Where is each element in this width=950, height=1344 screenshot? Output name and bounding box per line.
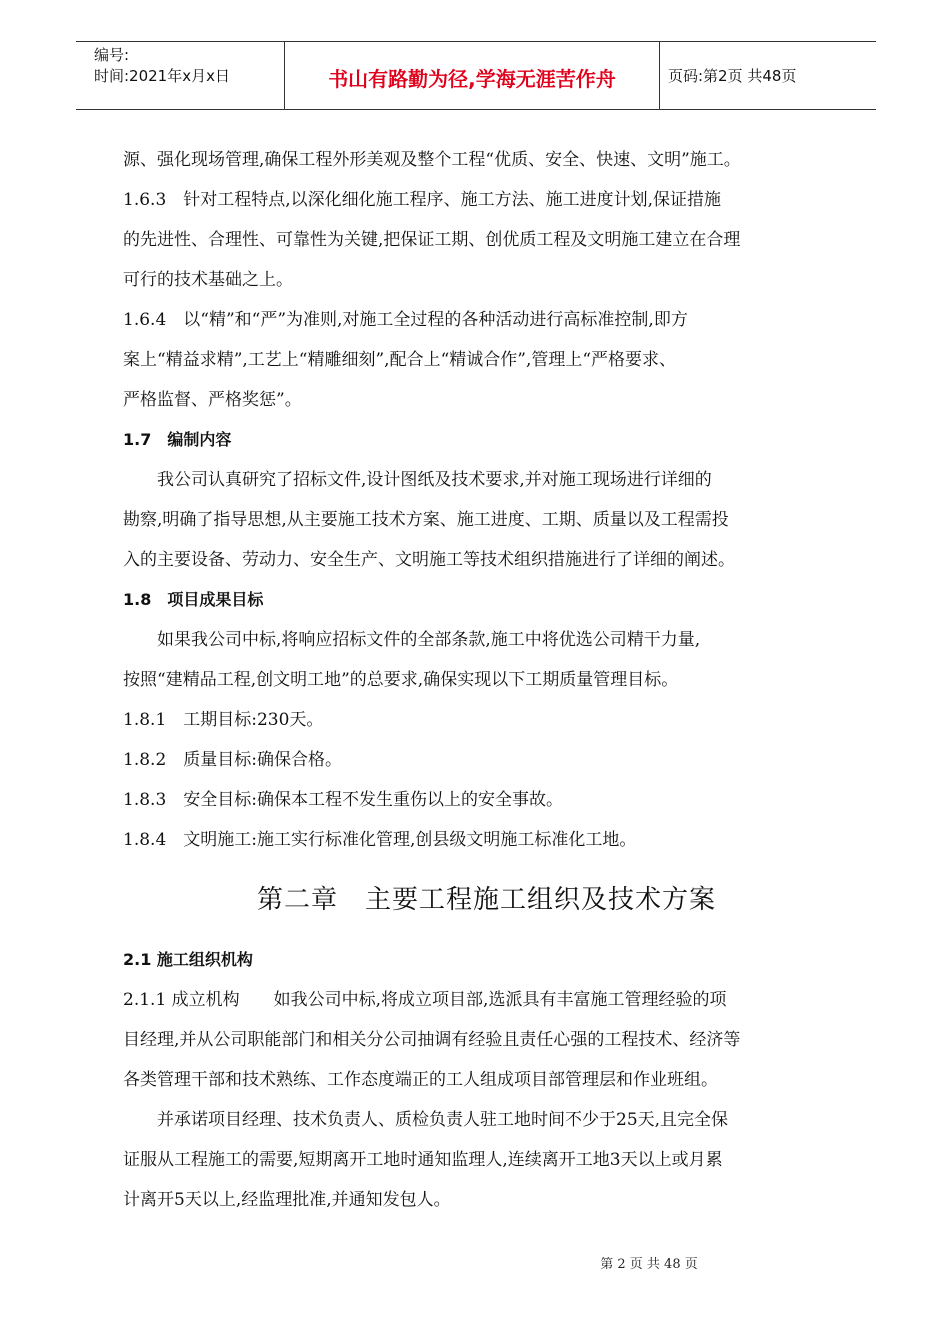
text-line: 1.8.2 质量目标:确保合格。	[123, 750, 342, 770]
text-line: 2.1.1 成立机构 如我公司中标,将成立项目部,选派具有丰富施工管理经验的项	[123, 990, 727, 1010]
text-line: 按照“建精品工程,创文明工地”的总要求,确保实现以下工期质量管理目标。	[123, 670, 679, 690]
text-line: 严格监督、严格奖惩”。	[123, 390, 302, 410]
text-line: 勘察,明确了指导思想,从主要施工技术方案、施工进度、工期、质量以及工程需投	[123, 510, 729, 530]
text-line: 案上“精益求精”,工艺上“精雕细刻”,配合上“精诚合作”,管理上“严格要求、	[123, 350, 677, 370]
header-page-info: 页码:第2页 共48页	[668, 67, 797, 85]
page-footer: 第 2 页 共 48 页	[600, 1257, 698, 1272]
text-line: 入的主要设备、劳动力、安全生产、文明施工等技术组织措施进行了详细的阐述。	[123, 550, 735, 570]
text-line: 如果我公司中标,将响应招标文件的全部条款,施工中将优选公司精干力量,	[157, 630, 701, 650]
text-line: 1.6.4 以“精”和“严”为准则,对施工全过程的各种活动进行高标准控制,即方	[123, 310, 688, 330]
section-heading: 2.1 施工组织机构	[123, 950, 253, 969]
text-line: 我公司认真研究了招标文件,设计图纸及技术要求,并对施工现场进行详细的	[157, 470, 712, 490]
text-line: 证服从工程施工的需要,短期离开工地时通知监理人,连续离开工地3天以上或月累	[123, 1150, 723, 1170]
text-line: 目经理,并从公司职能部门和相关分公司抽调有经验且责任心强的工程技术、经济等	[123, 1030, 741, 1050]
section-heading: 1.7 编制内容	[123, 430, 232, 449]
text-line: 并承诺项目经理、技术负责人、质检负责人驻工地时间不少于25天,且完全保	[157, 1110, 729, 1130]
header-meta	[76, 42, 285, 109]
text-line: 的先进性、合理性、可靠性为关键,把保证工期、创优质工程及文明施工建立在合理	[123, 230, 741, 250]
page-header	[76, 41, 876, 110]
text-line: 源、强化现场管理,确保工程外形美观及整个工程“优质、安全、快速、文明”施工。	[123, 150, 741, 170]
text-line: 1.8.1 工期目标:230天。	[123, 710, 324, 730]
text-line: 各类管理干部和技术熟练、工作态度端正的工人组成项目部管理层和作业班组。	[123, 1070, 718, 1090]
text-line: 可行的技术基础之上。	[123, 270, 293, 290]
document-body	[123, 140, 850, 1220]
header-motto: 书山有路勤为径,学海无涯苦作舟	[285, 42, 660, 109]
chapter-title: 第二章 主要工程施工组织及技术方案	[256, 885, 716, 915]
text-line: 1.8.3 安全目标:确保本工程不发生重伤以上的安全事故。	[123, 790, 563, 810]
text-line: 1.6.3 针对工程特点,以深化细化施工程序、施工方法、施工进度计划,保证措施	[123, 190, 722, 210]
number-label: 编号:	[94, 46, 130, 64]
section-heading: 1.8 项目成果目标	[123, 590, 264, 609]
text-line: 1.8.4 文明施工:施工实行标准化管理,创县级文明施工标准化工地。	[123, 830, 637, 850]
time-label: 时间:2021年x月x日	[94, 67, 230, 85]
text-line: 计离开5天以上,经监理批准,并通知发包人。	[123, 1190, 451, 1210]
